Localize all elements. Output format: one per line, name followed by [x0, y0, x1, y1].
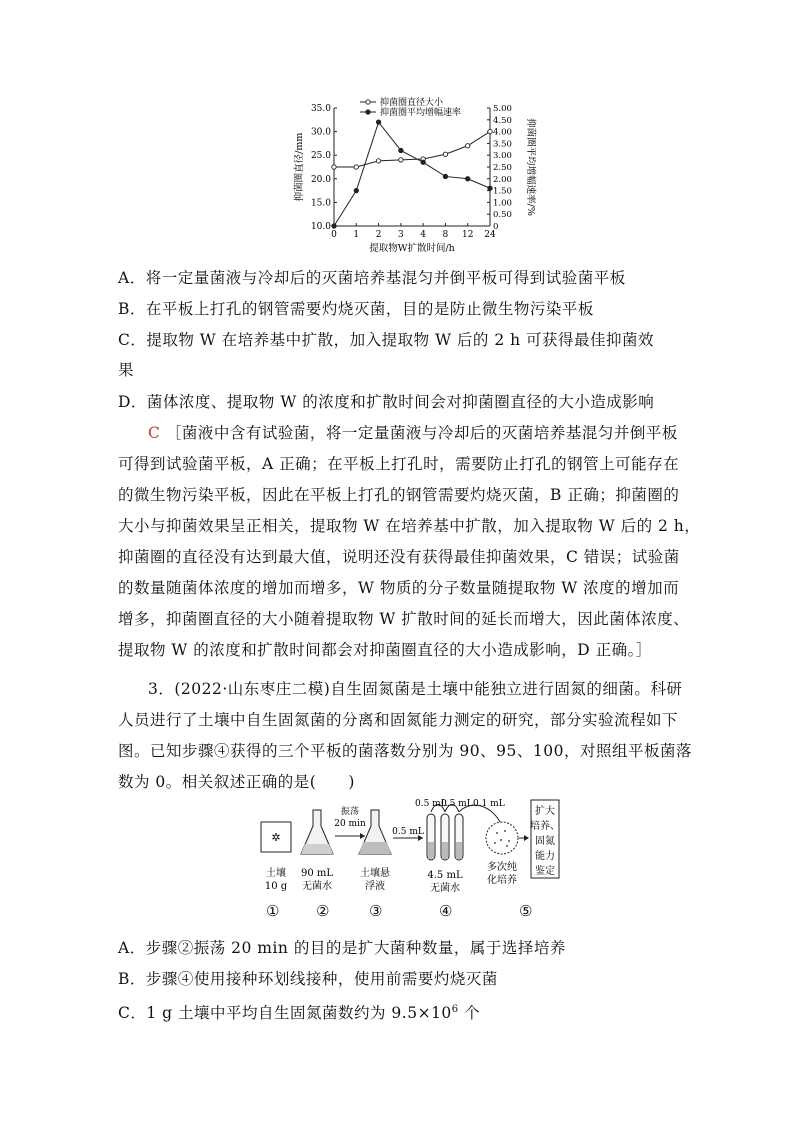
series-1-point	[399, 158, 403, 162]
q3-option-c-text: C．1 g 土壤中平均自生固氮菌数约为 9.5×10	[118, 1004, 452, 1023]
x-tick-label: 8	[442, 230, 449, 240]
q2-option-c-line2: 果	[118, 361, 135, 379]
right-tick-label: 2.50	[493, 163, 512, 173]
q2-explanation-line6: 的数量随菌体浓度的增加而增多，W 物质的分子数量随提取物 W 浓度的增加而	[118, 579, 680, 597]
series-2-point	[399, 148, 403, 152]
series-1-point	[332, 165, 336, 169]
right-tick-label: 3.50	[493, 139, 512, 150]
series-2-point	[466, 177, 470, 181]
series-2-point	[354, 188, 358, 192]
left-tick-label: 30.0	[310, 127, 331, 138]
series-1-point	[466, 144, 470, 148]
soil-mass: 10 g	[264, 881, 288, 892]
right-tick-label: 2.00	[493, 174, 512, 185]
plate-label-2: 化培养	[487, 875, 517, 886]
series-2-point	[443, 174, 447, 178]
left-tick-label: 25.0	[310, 151, 331, 162]
box-text-2: 培养、	[530, 821, 560, 832]
q2-option-c-line1: C．提取物 W 在培养基中扩散，加入提取物 W 后的 2 h 可获得最佳抑菌效	[118, 331, 655, 349]
right-tick-label: 5.00	[493, 104, 512, 114]
legend-label-2: 抑菌圈平均增幅速率	[380, 108, 462, 118]
tube-volume: 4.5 mL	[427, 870, 463, 881]
q3-option-c-exponent: 6	[451, 1004, 459, 1015]
q3-stem-line4: 数为 0。相关叙述正确的是( )	[118, 773, 355, 791]
step-3-number: ③	[369, 902, 383, 920]
flask-2-label-1: 土壤悬	[360, 868, 390, 879]
series-line-2	[334, 122, 490, 226]
step-1-number: ①	[266, 902, 280, 920]
q3-option-c-unit: 个	[458, 1004, 481, 1023]
shake-label: 振荡	[340, 807, 360, 817]
series-2-point	[488, 186, 492, 190]
x-tick-label: 2	[375, 230, 382, 240]
q3-option-b: B．步骤④使用接种环划线接种，使用前需要灼烧灭菌	[118, 970, 498, 988]
flask-1-label: 无菌水	[302, 881, 332, 892]
x-tick-label: 0	[331, 230, 337, 240]
right-y-axis-label: 抑菌圈平均增幅速率/%	[525, 118, 536, 216]
series-line-1	[334, 132, 490, 167]
right-tick-label: 4.50	[493, 115, 512, 126]
left-y-axis-label: 抑菌圈直径/mm	[294, 132, 305, 202]
q2-explanation-line8: 提取物 W 的浓度和扩散时间都会对抑菌圈直径的大小造成影响，D 正确。］	[118, 641, 652, 659]
tube-label: 无菌水	[430, 883, 460, 894]
step-2-number: ②	[316, 902, 330, 920]
box-text-1: 扩大	[535, 806, 555, 817]
q2-option-d: D．菌体浓度、提取物 W 的浓度和扩散时间会对抑菌圈直径的大小造成影响	[118, 393, 655, 411]
left-tick-label: 20.0	[310, 174, 331, 185]
right-tick-label: 3.00	[493, 151, 512, 162]
soil-icon: ✲	[271, 831, 281, 844]
right-tick-label: 0	[493, 222, 499, 232]
box-text-5: 鉴定	[535, 866, 555, 877]
x-axis-label: 提取物W扩散时间/h	[369, 243, 455, 254]
series-1-point	[488, 129, 492, 133]
x-tick-label: 12	[461, 230, 474, 240]
q3-option-c	[118, 1000, 480, 1023]
q2-explanation-line2: 可得到试验菌平板，A 正确；在平板上打孔时，需要防止打孔的钢管上可能存在	[118, 455, 680, 473]
plate-label-1: 多次纯	[487, 862, 517, 873]
left-tick-label: 35.0	[310, 104, 331, 114]
soil-label: 土壤	[266, 868, 286, 879]
q2-option-a: A．将一定量菌液与冷却后的灭菌培养基混匀并倒平板可得到试验菌平板	[118, 269, 626, 287]
q2-explanation-text1: ［菌液中含有试验菌，将一定量菌液与冷却后的灭菌培养基混匀并倒平板	[165, 424, 678, 442]
q2-explanation-line4: 大小与抑菌效果呈正相关，提取物 W 在培养基中扩散，加入提取物 W 后的 2 h，	[118, 517, 701, 535]
flask-2-label-2: 浮液	[365, 881, 385, 892]
right-tick-label: 1.50	[493, 186, 512, 197]
x-tick-label: 24	[484, 230, 496, 240]
right-tick-label: 4.00	[493, 127, 512, 138]
legend-label-1: 抑菌圈直径大小	[380, 98, 444, 108]
q2-answer-letter: C	[148, 424, 161, 442]
legend-marker-2	[366, 110, 370, 114]
shake-time: 20 min	[334, 819, 366, 829]
box-text-3: 固氮	[535, 836, 555, 847]
inhibition-chart	[290, 96, 560, 261]
q2-option-b: B．在平板上打孔的钢管需要灼烧灭菌，目的是防止微生物污染平板	[118, 300, 594, 318]
series-2-point	[332, 224, 336, 228]
series-2-point	[376, 120, 380, 124]
step-5-number: ⑤	[519, 902, 533, 920]
q2-explanation-line5: 抑菌圈的直径没有达到最大值，说明还没有获得最佳抑菌效果，C 错误；试验菌	[118, 548, 680, 566]
series-1-point	[443, 152, 447, 156]
box-text-4: 能力	[535, 851, 555, 862]
q2-explanation-line3: 的微生物污染平板，因此在平板上打孔的钢管需要灼烧灭菌，B 正确；抑菌圈的	[118, 486, 680, 504]
left-tick-label: 15.0	[310, 198, 331, 209]
culture-plate-icon	[486, 822, 518, 854]
q3-stem-line2: 人员进行了土壤中自生固氮菌的分离和固氮能力测定的研究，部分实验流程如下	[118, 711, 679, 729]
colony-dots	[494, 830, 510, 847]
q3-stem-line3: 图。已知步骤④获得的三个平板的菌落数分别为 90、95、100，对照组平板菌落	[118, 742, 692, 760]
right-tick-label: 0.50	[493, 210, 512, 221]
transfer-volume: 0.5 mL	[392, 827, 424, 837]
q3-stem-line1: 3．(2022·山东枣庄二模)自生固氮菌是土壤中能独立进行固氮的细菌。科研	[148, 680, 683, 698]
q2-explanation-line1	[148, 423, 678, 443]
q2-explanation-line7: 增多，抑菌圈直径的大小随着提取物 W 扩散时间的延长而增大，因此菌体浓度、	[118, 610, 690, 628]
legend-marker-1	[366, 100, 370, 104]
top-transfer-1: 0.5 mL	[415, 799, 447, 809]
series-1-point	[376, 159, 380, 163]
flask-1-volume: 90 mL	[300, 868, 334, 879]
top-transfer-2: 0.5 mL	[441, 799, 473, 809]
left-tick-label: 10.0	[310, 222, 331, 232]
test-tubes	[427, 814, 463, 860]
x-tick-label: 4	[420, 230, 427, 240]
q3-option-a: A．步骤②振荡 20 min 的目的是扩大菌种数量，属于选择培养	[118, 939, 566, 957]
series-1-point	[354, 165, 358, 169]
right-tick-label: 1.00	[493, 198, 512, 209]
series-2-point	[421, 160, 425, 164]
x-tick-label: 3	[397, 230, 404, 240]
top-transfer-3: 0.1 mL	[473, 799, 505, 809]
x-tick-label: 1	[353, 230, 360, 240]
chart-svg	[290, 96, 560, 261]
step-4-number: ④	[439, 902, 453, 920]
